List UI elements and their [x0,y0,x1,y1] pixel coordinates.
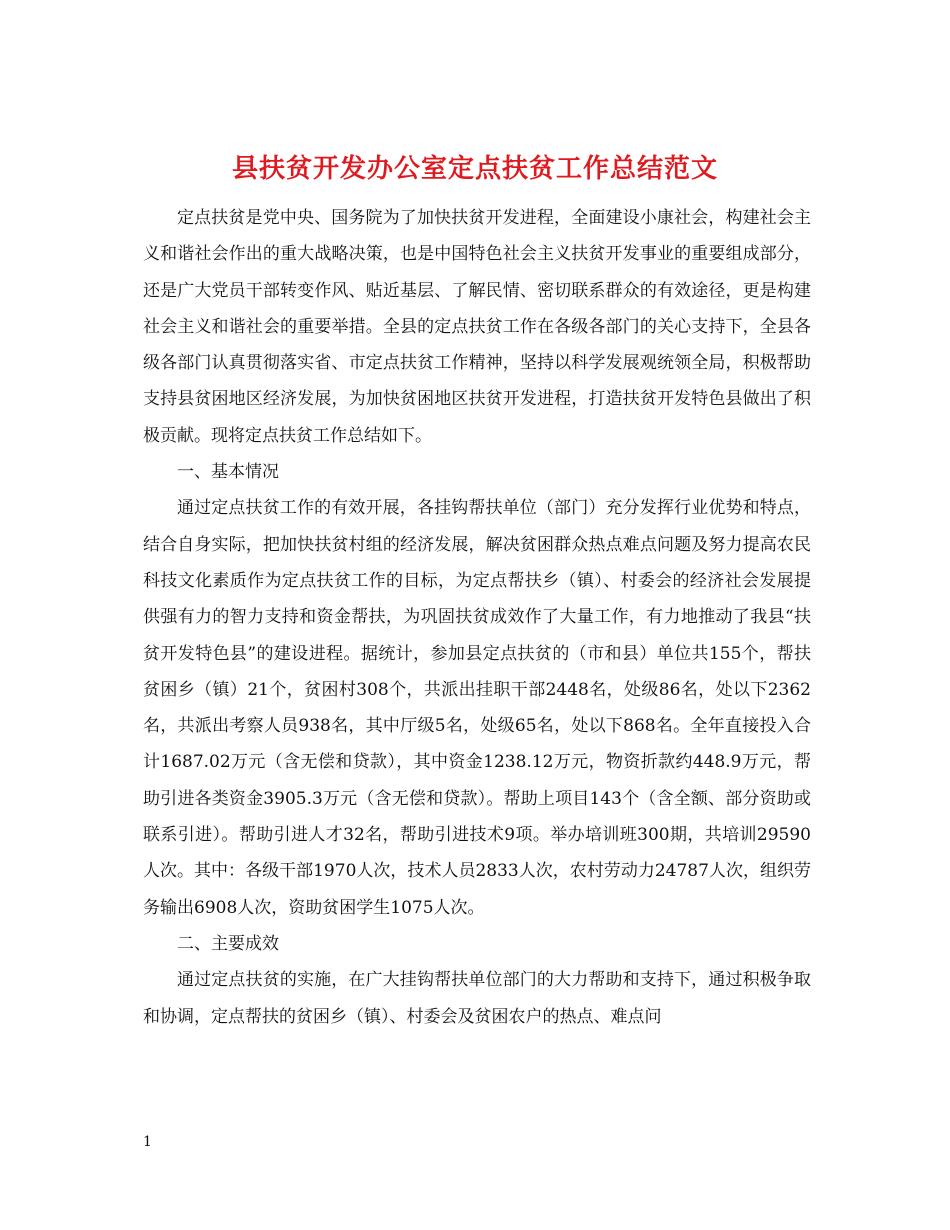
document-body [143,200,811,1035]
document-title: 县扶贫开发办公室定点扶贫工作总结范文 [231,154,718,185]
basic-situation-paragraph: 通过定点扶贫工作的有效开展，各挂钩帮扶单位（部门）充分发挥行业优势和特点，结合自身实际，把加快扶贫村组的经济发展，解决贫困群众热点难点问题及努力提高农民科技文化素质作为定点扶贫工作的目标，为定点帮扶乡（镇）、村委会的经济社会发展提供强有力的智力支持和资金帮扶，为巩固扶贫成效作了大量工作，有力地推动了我县“扶贫开发特色县”的建设进程。据统计，参加县定点扶贫的（市和县）单位共155个，帮扶贫困乡（镇）21个，贫困村308个，共派出挂职干部2448名，处级86名，处以下2362名，共派出考察人员938名，其中厅级5名，处级65名，处以下868名。全年直接投入合计1687.02万元（含无偿和贷款），其中资金1238.12万元，物资折款约448.9万元，帮助引进各类资金3905.3万元（含无偿和贷款）。帮助上项目143个（含全额、部分资助或联系引进）。帮助引进人才32名，帮助引进技术9项。举办培训班300期，共培训29590人次。其中：各级干部1970人次，技术人员2833人次，农村劳动力24787人次，组织劳务输出6908人次，资助贫困学生1075人次。 [143,498,811,918]
main-results-paragraph: 通过定点扶贫的实施，在广大挂钩帮扶单位部门的大力帮助和支持下，通过积极争取和协调，定点帮扶的贫困乡（镇）、村委会及贫困农户的热点、难点问 [143,970,811,1027]
intro-paragraph: 定点扶贫是党中央、国务院为了加快扶贫开发进程，全面建设小康社会，构建社会主义和谐社会作出的重大战略决策，也是中国特色社会主义扶贫开发事业的重要组成部分，还是广大党员干部转变作风、贴近基层、了解民情、密切联系群众的有效途径，更是构建社会主义和谐社会的重要举措。全县的定点扶贫工作在各级各部门的关心支持下，全县各级各部门认真贯彻落实省、市定点扶贫工作精神，坚持以科学发展观统领全局，积极帮助支持县贫困地区经济发展，为加快贫困地区扶贫开发进程，打造扶贫开发特色县做出了积极贡献。现将定点扶贫工作总结如下。 [143,208,811,446]
page-number: 1 [143,1134,152,1150]
section-heading-basic-situation: 一、基本情况 [177,462,279,483]
section-heading-main-results: 二、主要成效 [177,933,279,954]
